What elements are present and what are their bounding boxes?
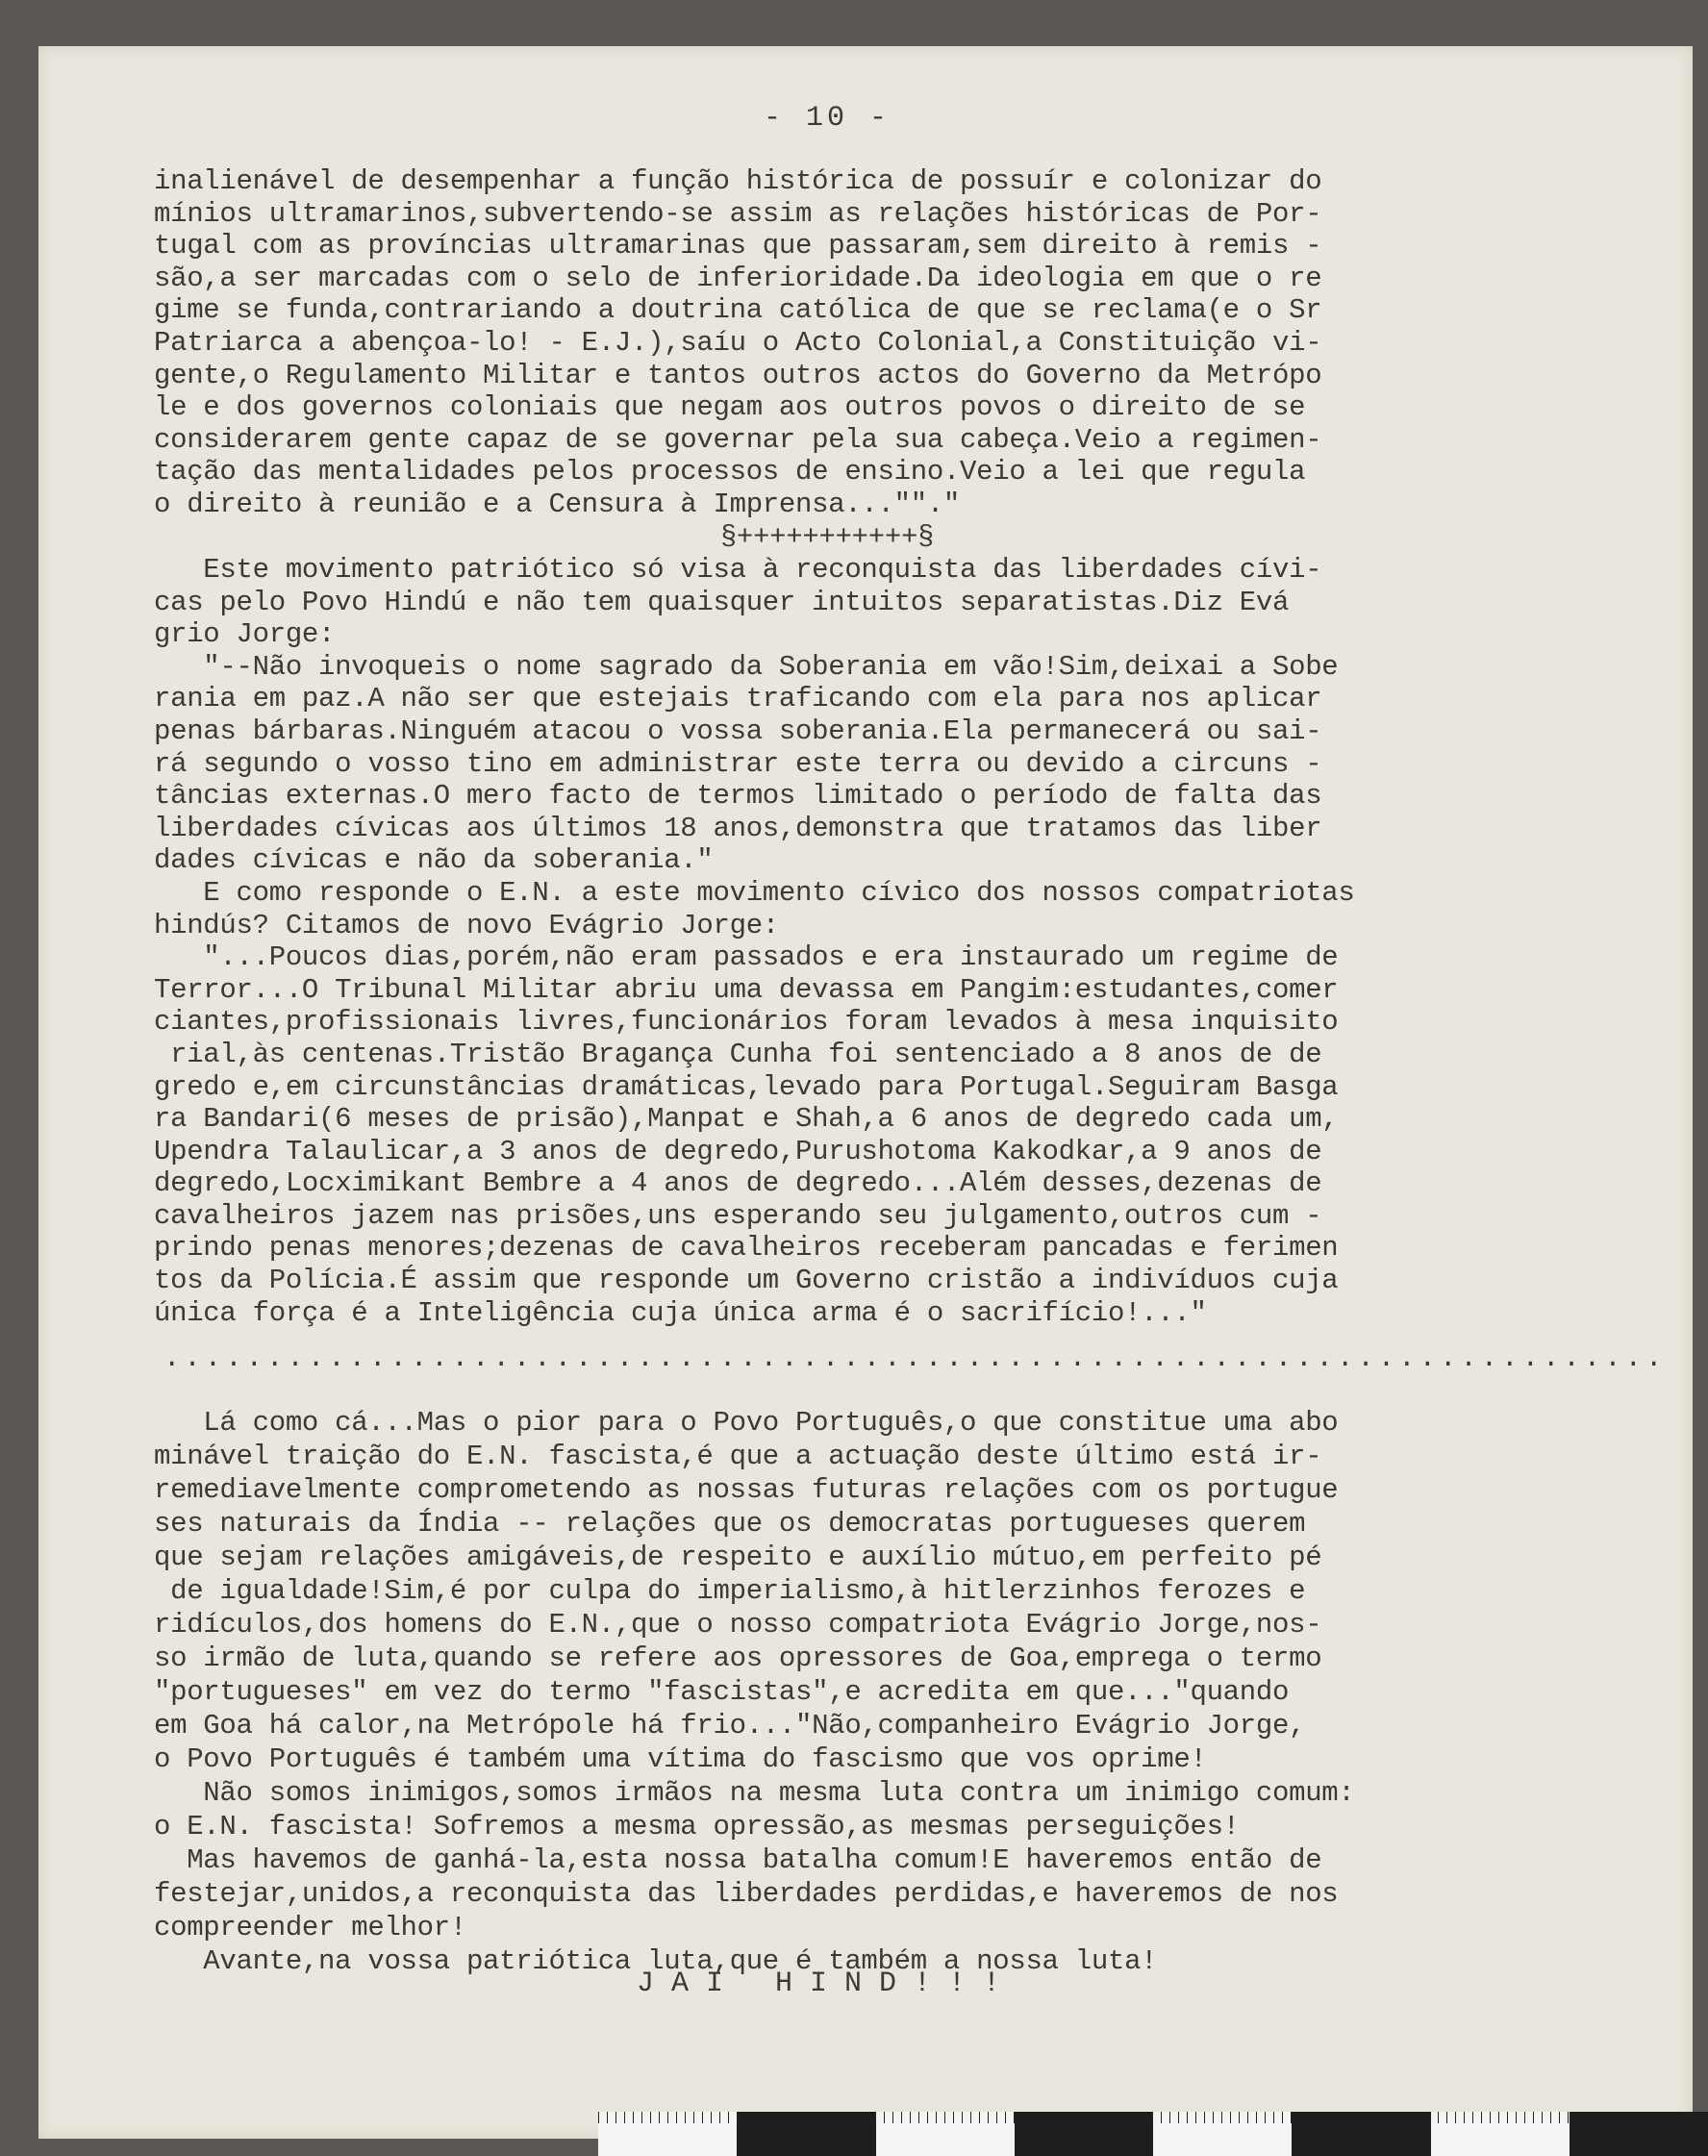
text-line: Terror...O Tribunal Militar abriu uma devassa em Pangim:estudantes,comer [154, 973, 1339, 1006]
text-line: le e dos governos coloniais que negam aos outros povos o direito de se [154, 391, 1306, 424]
text-line: mínios ultramarinos,subvertendo-se assim as relações históricas de Por- [154, 197, 1322, 230]
text-line: prindo penas menores;dezenas de cavalheiros receberam pancadas e ferimen [154, 1232, 1339, 1265]
text-line: E como responde o E.N. a este movimento cívico dos nossos compatriotas [154, 876, 1355, 909]
section-separator [154, 521, 1500, 554]
text-line: o E.N. fascista! Sofremos a mesma opressão,as mesmas perseguições! [154, 1811, 1240, 1843]
text-line: hindús? Citamos de novo Evágrio Jorge: [154, 909, 779, 941]
text-line: grio Jorge: [154, 618, 336, 651]
text-line: de igualdade!Sim,é por culpa do imperialismo,à hitlerzinhos ferozes e [154, 1575, 1306, 1607]
text-line: Lá como cá...Mas o pior para o Povo Português,o que constitue uma abo [154, 1407, 1339, 1439]
text-line: festejar,unidos,a reconquista das liberdades perdidas,e haveremos de nos [154, 1878, 1339, 1910]
text-line: o direito à reunião e a Censura à Imprensa...""." [154, 488, 961, 520]
page-number: - 10 - [763, 102, 892, 135]
text-line: gente,o Regulamento Militar e tantos outros actos do Governo da Metrópo [154, 359, 1322, 391]
text-line: tos da Polícia.É assim que responde um Governo cristão a indivíduos cuja [154, 1265, 1339, 1297]
text-line: Mas havemos de ganhá-la,esta nossa batalha comum!E haveremos então de [154, 1844, 1322, 1876]
text-line: tâncias externas.O mero facto de termos limitado o período de falta das [154, 780, 1322, 813]
text-line: tação das mentalidades pelos processos de ensino.Veio a lei que regula [154, 456, 1306, 489]
text-line: ciantes,profissionais livres,funcionários foram levados à mesa inquisito [154, 1006, 1339, 1039]
text-line: degredo,Locximikant Bembre a 4 anos de degredo...Além desses,dezenas de [154, 1167, 1322, 1200]
text-line: minável traição do E.N. fascista,é que a actuação deste último está ir- [154, 1441, 1322, 1472]
text-line: rania em paz.A não ser que estejais traficando com ela para nos aplicar [154, 683, 1322, 715]
text-line: "...Poucos dias,porém,não eram passados e era instaurado um regime de [154, 941, 1339, 974]
text-line: remediavelmente comprometendo as nossas futuras relações com os portugue [154, 1474, 1339, 1506]
text-line: dades cívicas e não da soberania." [154, 844, 714, 877]
text-line: considerarem gente capaz de se governar pela sua cabeça.Veio a regimen- [154, 423, 1322, 456]
dotted-divider: ......................................................................... [163, 1342, 1667, 1374]
text-line: inalienável de desempenhar a função histórica de possuír e colonizar do [154, 165, 1322, 197]
ruler-ticks [598, 2112, 1708, 2123]
text-line: rá segundo o vosso tino em administrar este terra ou devido a circuns - [154, 747, 1322, 780]
text-line: cas pelo Povo Hindú e não tem quaisquer intuitos separatistas.Diz Evá [154, 586, 1290, 618]
text-line: compreender melhor! [154, 1912, 466, 1943]
text-line: cavalheiros jazem nas prisões,uns esperando seu julgamento,outros cum - [154, 1199, 1322, 1232]
paragraph-portuguese-people [154, 1406, 1500, 1978]
text-line: penas bárbaras.Ninguém atacou o vossa soberania.Ela permanecerá ou sai- [154, 714, 1322, 747]
text-line: ses naturais da Índia -- relações que os democratas portugueses querem [154, 1508, 1306, 1540]
text-line: gime se funda,contrariando a doutrina católica de que se reclama(e o Sr [154, 294, 1322, 327]
text-line: Não somos inimigos,somos irmãos na mesma luta contra um inimigo comum: [154, 1777, 1355, 1809]
paragraph-colonial-ideology [154, 165, 1500, 521]
text-line: Avante,na vossa patriótica luta,que é também a nossa luta! [154, 1945, 1158, 1977]
text-line: ridículos,dos homens do E.N.,que o nosso compatriota Evágrio Jorge,nos- [154, 1609, 1322, 1641]
closing-slogan: JAI HIND!!! [636, 1968, 1018, 2000]
text-line: liberdades cívicas aos últimos 18 anos,demonstra que tratamos das liber [154, 812, 1322, 844]
text-line: so irmão de luta,quando se refere aos opressores de Goa,emprega o termo [154, 1642, 1322, 1674]
text-line: em Goa há calor,na Metrópole há frio..."Não,companheiro Evágrio Jorge, [154, 1710, 1306, 1742]
text-line: rial,às centenas.Tristão Bragança Cunha foi sentenciado a 8 anos de de [154, 1038, 1322, 1070]
separator-line: §+++++++++++§ [719, 521, 935, 553]
text-line: o Povo Português é também uma vítima do fascismo que vos oprime! [154, 1743, 1207, 1775]
typewritten-page [38, 46, 1693, 2139]
text-line: Patriarca a abençoa-lo! - E.J.),saíu o Acto Colonial,a Constituição vi- [154, 326, 1322, 359]
text-line: são,a ser marcadas com o selo de inferioridade.Da ideologia em que o re [154, 262, 1322, 294]
scale-ruler [598, 2112, 1708, 2156]
text-line: Upendra Talaulicar,a 3 anos de degredo,Purushotoma Kakodkar,a 9 anos de [154, 1135, 1322, 1167]
text-line: Este movimento patriótico só visa à reconquista das liberdades cívi- [154, 554, 1322, 586]
text-line: "portugueses" em vez do termo "fascistas",e acredita em que..."quando [154, 1676, 1290, 1708]
text-line: "--Não invoqueis o nome sagrado da Soberania em vão!Sim,deixai a Sobe [154, 650, 1339, 683]
text-line: ra Bandari(6 meses de prisão),Manpat e Shah,a 6 anos de degredo cada um, [154, 1103, 1339, 1136]
paragraph-patriotic-movement [154, 554, 1500, 1329]
text-line: gredo e,em circunstâncias dramáticas,levado para Portugal.Seguiram Basga [154, 1070, 1339, 1103]
text-line: que sejam relações amigáveis,de respeito e auxílio mútuo,em perfeito pé [154, 1542, 1322, 1573]
text-line: única força é a Inteligência cuja única arma é o sacrifício!..." [154, 1296, 1207, 1329]
text-line: tugal com as províncias ultramarinas que passaram,sem direito à remis - [154, 230, 1322, 263]
